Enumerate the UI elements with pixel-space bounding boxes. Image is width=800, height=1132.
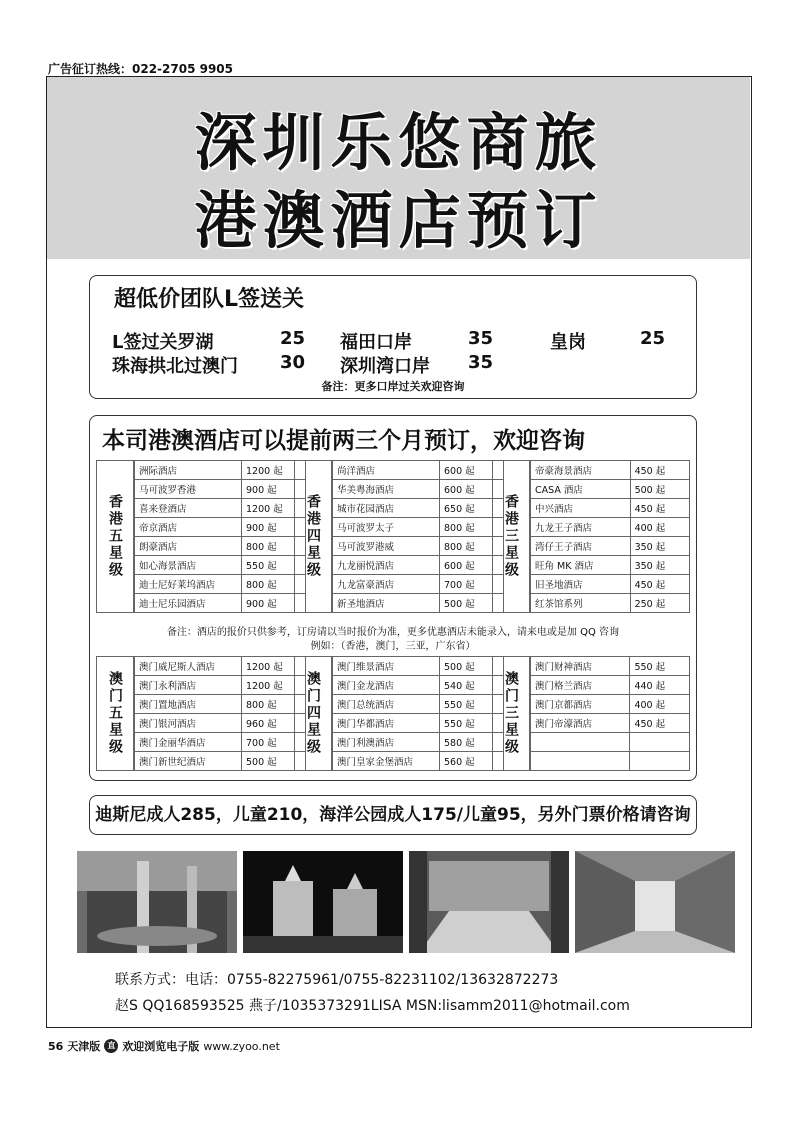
hotel-row xyxy=(333,752,504,771)
hotel-price: 1200 起 xyxy=(242,657,306,676)
hotel-price: 1200 起 xyxy=(242,676,306,695)
group-label: 澳门四星级 xyxy=(294,656,332,771)
hotel-name: 澳门置地酒店 xyxy=(135,695,242,714)
hotel-row xyxy=(135,461,306,480)
group-label: 香港四星级 xyxy=(294,460,332,613)
hotel-name: 城市花园酒店 xyxy=(333,499,440,518)
footer-text: 欢迎浏览电子版 xyxy=(122,1040,200,1053)
hotel-row xyxy=(531,657,690,676)
mo-hotel-section xyxy=(96,656,690,778)
hotel-price xyxy=(630,752,690,771)
hotel-price: 800 起 xyxy=(242,695,306,714)
hotel-heading: 本司港澳酒店可以提前两三个月预订，欢迎咨询 xyxy=(102,428,585,454)
hotel-table xyxy=(530,460,690,613)
hotel-name: 红茶馆系列 xyxy=(531,594,631,613)
hotel-row xyxy=(333,575,504,594)
hotel-row xyxy=(333,657,504,676)
hotel-name: 澳门新世纪酒店 xyxy=(135,752,242,771)
hotel-name: 湾仔王子酒店 xyxy=(531,537,631,556)
hotel-row xyxy=(333,518,504,537)
hotel-name: 马可波罗港威 xyxy=(333,537,440,556)
hotel-row xyxy=(135,499,306,518)
hotel-price: 550 起 xyxy=(630,657,690,676)
hotel-price: 560 起 xyxy=(440,752,504,771)
hotel-name: 新圣地酒店 xyxy=(333,594,440,613)
hotel-price: 450 起 xyxy=(630,499,689,518)
ad-hotline: 广告征订热线：022-2705 9905 xyxy=(48,62,234,76)
hotel-price: 800 起 xyxy=(242,575,306,594)
visa-row xyxy=(340,328,494,354)
hotel-name: 九龙王子酒店 xyxy=(531,518,631,537)
hotel-row xyxy=(135,676,306,695)
hotel-price: 450 起 xyxy=(630,575,689,594)
hotel-price: 350 起 xyxy=(630,556,689,575)
title-line-1: 深圳乐悠商旅 xyxy=(194,106,603,179)
hotel-box xyxy=(89,415,697,781)
hotel-row xyxy=(333,480,504,499)
photo-strip xyxy=(77,851,737,953)
hotel-name: 如心海景酒店 xyxy=(135,556,242,575)
hotel-price: 350 起 xyxy=(630,537,689,556)
hotel-name: 澳门金丽华酒店 xyxy=(135,733,242,752)
mo-group-5star xyxy=(96,656,306,771)
hotel-price: 800 起 xyxy=(440,518,504,537)
hotel-price: 500 起 xyxy=(440,594,504,613)
hotel-row xyxy=(333,733,504,752)
hotel-price: 550 起 xyxy=(440,714,504,733)
hotel-row xyxy=(135,537,306,556)
visa-price: 25 xyxy=(280,328,306,349)
hotel-row xyxy=(135,480,306,499)
group-label: 澳门三星级 xyxy=(492,656,530,771)
hotel-row xyxy=(333,499,504,518)
hotel-price: 500 起 xyxy=(242,752,306,771)
hotel-name: 澳门帝濠酒店 xyxy=(531,714,630,733)
hotel-table xyxy=(134,460,306,613)
hotel-price xyxy=(630,733,690,752)
contact-phone: 联系方式：电话：0755-82275961/0755-82231102/13632872273 xyxy=(115,972,559,988)
hotel-name: 澳门格兰酒店 xyxy=(531,676,630,695)
hotel-name: 澳门银河酒店 xyxy=(135,714,242,733)
photo-casino-night xyxy=(243,851,403,953)
visa-box xyxy=(89,275,697,399)
hotel-price: 540 起 xyxy=(440,676,504,695)
hotel-price: 450 起 xyxy=(630,714,690,733)
page-footer xyxy=(48,1038,280,1054)
hotel-name: 迪士尼乐园酒店 xyxy=(135,594,242,613)
hotel-row xyxy=(531,575,690,594)
hotel-price: 450 起 xyxy=(630,461,689,480)
hotel-row xyxy=(531,461,690,480)
hotel-table xyxy=(332,460,504,613)
hotel-price: 700 起 xyxy=(242,733,306,752)
hotel-price: 800 起 xyxy=(440,537,504,556)
ticket-banner: 迪斯尼成人285，儿童210，海洋公园成人175/儿童95，另外门票价格请咨询 xyxy=(89,795,697,835)
hotel-name: 澳门总统酒店 xyxy=(333,695,440,714)
hotel-name xyxy=(531,752,630,771)
hotel-price: 700 起 xyxy=(440,575,504,594)
hotel-row xyxy=(333,461,504,480)
visa-row xyxy=(340,352,494,378)
visa-row xyxy=(112,352,306,378)
hotel-name: 澳门京都酒店 xyxy=(531,695,630,714)
mo-group-3star xyxy=(492,656,690,771)
visa-price: 35 xyxy=(468,328,494,349)
hotel-row xyxy=(135,752,306,771)
hotel-row xyxy=(531,518,690,537)
hotel-price: 580 起 xyxy=(440,733,504,752)
hotel-price: 550 起 xyxy=(242,556,306,575)
hotel-row xyxy=(531,499,690,518)
hotel-name: 马可波罗太子 xyxy=(333,518,440,537)
hotel-price: 1200 起 xyxy=(242,499,306,518)
hotel-price: 600 起 xyxy=(440,461,504,480)
hotel-name: 旺角 MK 酒店 xyxy=(531,556,631,575)
visa-label: 珠海拱北过澳门 xyxy=(112,356,238,377)
hotel-name: CASA 酒店 xyxy=(531,480,631,499)
hotel-note-line2: 例如：（香港，澳门，三亚，广东省） xyxy=(310,641,476,652)
hotel-name: 朗豪酒店 xyxy=(135,537,242,556)
hotel-row xyxy=(531,480,690,499)
hotel-row xyxy=(333,556,504,575)
hotel-price: 600 起 xyxy=(440,556,504,575)
hotel-name: 帝京酒店 xyxy=(135,518,242,537)
hotel-price: 900 起 xyxy=(242,518,306,537)
group-label: 澳门五星级 xyxy=(96,656,134,771)
visa-label: L签过关罗湖 xyxy=(112,332,214,353)
photo-grand-hall xyxy=(409,851,569,953)
hotel-row xyxy=(531,676,690,695)
hotel-price: 500 起 xyxy=(440,657,504,676)
hotel-row xyxy=(333,594,504,613)
hotel-price: 400 起 xyxy=(630,518,689,537)
hotel-row xyxy=(135,556,306,575)
hotel-note xyxy=(96,626,690,654)
hotel-price: 800 起 xyxy=(242,537,306,556)
visa-label: 深圳湾口岸 xyxy=(340,356,430,377)
hotel-row xyxy=(531,714,690,733)
hotel-price: 600 起 xyxy=(440,480,504,499)
contact-im: 赵S QQ168593525 燕子/1035373291LISA MSN:lisamm2011@hotmail.com xyxy=(115,998,630,1014)
photo-shopping-arcade xyxy=(575,851,735,953)
hotel-row xyxy=(135,695,306,714)
hk-hotel-section xyxy=(96,460,690,622)
hotel-name: 澳门利澳酒店 xyxy=(333,733,440,752)
hotel-table xyxy=(332,656,504,771)
hotel-price: 500 起 xyxy=(630,480,689,499)
hotel-name: 中兴酒店 xyxy=(531,499,631,518)
page-number: 56 xyxy=(48,1039,64,1053)
hotel-name: 澳门财神酒店 xyxy=(531,657,630,676)
hotel-row xyxy=(333,695,504,714)
visa-price: 30 xyxy=(280,352,306,373)
hotel-name: 帝豪海景酒店 xyxy=(531,461,631,480)
hotel-price: 250 起 xyxy=(630,594,689,613)
hotel-price: 650 起 xyxy=(440,499,504,518)
hotel-price: 400 起 xyxy=(630,695,690,714)
hotel-name: 华美粤海酒店 xyxy=(333,480,440,499)
hotel-name: 澳门永利酒店 xyxy=(135,676,242,695)
hk-group-4star xyxy=(294,460,504,613)
hotel-name: 尚洋酒店 xyxy=(333,461,440,480)
hotel-row xyxy=(135,714,306,733)
hotel-name: 喜来登酒店 xyxy=(135,499,242,518)
hotel-row xyxy=(333,714,504,733)
hotel-name: 旧圣地酒店 xyxy=(531,575,631,594)
hotel-table xyxy=(530,656,690,771)
hotel-price: 960 起 xyxy=(242,714,306,733)
hotel-row xyxy=(531,752,690,771)
hotel-row xyxy=(333,537,504,556)
photo-hotel-lobby xyxy=(77,851,237,953)
hotel-name: 澳门威尼斯人酒店 xyxy=(135,657,242,676)
hotel-row xyxy=(531,594,690,613)
hotel-name: 澳门金龙酒店 xyxy=(333,676,440,695)
hotel-row xyxy=(135,594,306,613)
visa-price: 25 xyxy=(640,328,666,349)
title-banner xyxy=(47,77,750,259)
hotel-row xyxy=(135,657,306,676)
hotel-row xyxy=(531,695,690,714)
mo-group-4star xyxy=(294,656,504,771)
ad-frame xyxy=(46,76,752,1028)
hotel-name: 马可波罗香港 xyxy=(135,480,242,499)
visa-label: 福田口岸 xyxy=(340,332,412,353)
hotel-note-line1: 备注：酒店的报价只供参考，订房请以当时报价为准，更多优惠酒店未能录入，请来电或是加 QQ 咨询 xyxy=(166,627,620,638)
hotel-price: 550 起 xyxy=(440,695,504,714)
hotel-table xyxy=(134,656,306,771)
hotel-price: 1200 起 xyxy=(242,461,306,480)
hotel-row xyxy=(333,676,504,695)
hotel-name: 澳门华都酒店 xyxy=(333,714,440,733)
hotel-row xyxy=(531,537,690,556)
visa-row xyxy=(112,328,306,354)
hotel-name: 洲际酒店 xyxy=(135,461,242,480)
hotel-row xyxy=(531,733,690,752)
visa-note: 备注：更多口岸过关欢迎咨询 xyxy=(321,380,465,393)
hotel-name xyxy=(531,733,630,752)
title-line-2: 港澳酒店预订 xyxy=(194,184,603,257)
hotel-name: 九龙富豪酒店 xyxy=(333,575,440,594)
visa-price: 35 xyxy=(468,352,494,373)
hotel-row xyxy=(135,518,306,537)
logo-badge-icon: 直 xyxy=(104,1039,118,1053)
hotel-price: 900 起 xyxy=(242,594,306,613)
visa-label: 皇岗 xyxy=(550,332,586,353)
visa-row xyxy=(550,328,666,354)
group-label: 香港三星级 xyxy=(492,460,530,613)
hotel-name: 迪士尼好莱坞酒店 xyxy=(135,575,242,594)
hk-group-3star xyxy=(492,460,690,613)
hotel-row xyxy=(531,556,690,575)
visa-heading: 超低价团队L签送关 xyxy=(114,287,305,312)
edition-label: 天津版 xyxy=(67,1040,101,1053)
hotel-price: 900 起 xyxy=(242,480,306,499)
hotel-price: 440 起 xyxy=(630,676,690,695)
footer-url[interactable]: www.zyoo.net xyxy=(203,1039,280,1053)
group-label: 香港五星级 xyxy=(96,460,134,613)
hotel-name: 九龙丽悦酒店 xyxy=(333,556,440,575)
hk-group-5star xyxy=(96,460,306,613)
hotel-name: 澳门维景酒店 xyxy=(333,657,440,676)
hotel-name: 澳门皇家金堡酒店 xyxy=(333,752,440,771)
hotel-row xyxy=(135,733,306,752)
hotel-row xyxy=(135,575,306,594)
